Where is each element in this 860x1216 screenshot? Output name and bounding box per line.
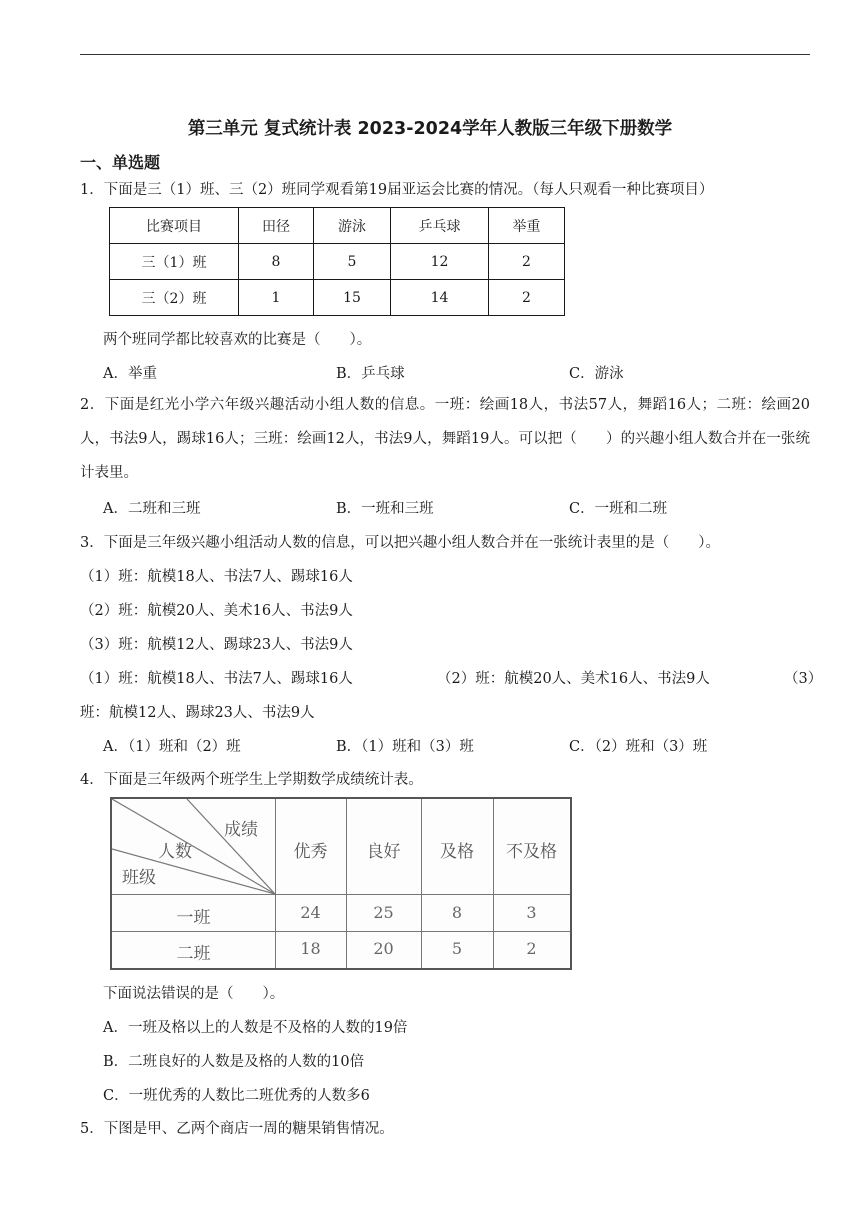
- table-cell: 2: [526, 939, 537, 958]
- q4-stem: 4．下面是三年级两个班学生上学期数学成绩统计表。: [80, 772, 423, 788]
- table-header-cell: 游泳: [314, 208, 391, 244]
- table-cell: 2: [489, 244, 565, 280]
- table-cell: 8: [239, 244, 314, 280]
- table-cell: 三（1）班: [110, 244, 239, 280]
- q3-combined-4: 班：航模12人、踢球23人、书法9人: [80, 705, 315, 721]
- corner-label-count: 人数: [158, 842, 192, 862]
- q3-line-2: （2）班：航模20人、美术16人、书法9人: [80, 603, 353, 619]
- table-cell: 24: [300, 903, 321, 922]
- q1-question: 两个班同学都比较喜欢的比赛是（ ）。: [103, 332, 372, 348]
- table-cell: 20: [373, 939, 394, 958]
- q1-option-b[interactable]: B．乒乓球: [336, 366, 405, 382]
- table-row-label: 二班: [176, 944, 211, 964]
- table-cell: 5: [314, 244, 391, 280]
- table-cell: 25: [373, 903, 394, 922]
- table-header-cell: 不及格: [506, 842, 557, 862]
- table-header-cell: 比赛项目: [110, 208, 239, 244]
- table-row: [110, 208, 565, 244]
- q2-option-a[interactable]: A．二班和三班: [103, 501, 201, 517]
- table-cell: 18: [300, 939, 321, 958]
- q1-stem: 1．下面是三（1）班、三（2）班同学观看第19届亚运会比赛的情况。（每人只观看一种比赛项目）: [80, 182, 714, 198]
- table-cell: 3: [526, 903, 537, 922]
- q1-option-a[interactable]: A．举重: [103, 366, 157, 382]
- q4-question: 下面说法错误的是（ ）。: [103, 986, 285, 1002]
- table-header-cell: 田径: [239, 208, 314, 244]
- corner-label-score: 成绩: [224, 820, 258, 840]
- q2-option-c[interactable]: C．一班和二班: [569, 501, 668, 517]
- table-cell: 三（2）班: [110, 280, 239, 316]
- q2-stem: 2．下面是红光小学六年级兴趣活动小组人数的信息。一班：绘画18人，书法57人，舞蹈16人；二班：绘画20人，书法9人，踢球16人；三班：绘画12人，书法9人，舞蹈19人。可以把（ ）的兴趣小组人数合并在一张统计表里。: [80, 397, 810, 481]
- table-cell: 14: [391, 280, 489, 316]
- table-cell: 1: [239, 280, 314, 316]
- table-row: [110, 244, 565, 280]
- q3-line-1: （1）班：航模18人、书法7人、踢球16人: [80, 569, 353, 585]
- q3-stem: 3．下面是三年级兴趣小组活动人数的信息，可以把兴趣小组人数合并在一张统计表里的是（ ）。: [80, 535, 720, 551]
- page-title: 第三单元 复式统计表 2023-2024学年人教版三年级下册数学: [187, 119, 673, 139]
- table-cell: 12: [391, 244, 489, 280]
- table-cell: 5: [451, 939, 463, 958]
- section-heading: 一、单选题: [80, 153, 161, 172]
- header-rule: [80, 54, 810, 55]
- q3-combined-3: （3）: [784, 671, 823, 687]
- table-cell: 8: [451, 903, 463, 922]
- table-cell: 2: [489, 280, 565, 316]
- q3-option-c[interactable]: C．（2）班和（3）班: [569, 739, 708, 755]
- table-cell: 15: [314, 280, 391, 316]
- q1-table: [109, 207, 565, 316]
- table-header-cell: 乒乓球: [391, 208, 489, 244]
- q5-stem: 5．下图是甲、乙两个商店一周的糖果销售情况。: [80, 1121, 394, 1137]
- q3-combined-2: （2）班：航模20人、美术16人、书法9人: [437, 671, 710, 687]
- table-header-cell: 及格: [440, 842, 474, 862]
- corner-label-class: 班级: [122, 868, 156, 888]
- q3-combined-1: （1）班：航模18人、书法7人、踢球16人: [80, 671, 353, 687]
- q4-option-b[interactable]: B．二班良好的人数是及格的人数的10倍: [103, 1054, 365, 1070]
- q3-line-3: （3）班：航模12人、踢球23人、书法9人: [80, 637, 353, 653]
- q4-option-c[interactable]: C．一班优秀的人数比二班优秀的人数多6: [103, 1088, 370, 1104]
- q1-option-c[interactable]: C．游泳: [569, 366, 624, 382]
- table-row: [110, 280, 565, 316]
- q2-option-b[interactable]: B．一班和三班: [336, 501, 434, 517]
- table-header-cell: 优秀: [293, 842, 328, 862]
- table-row-label: 一班: [176, 908, 211, 928]
- q4-table-image: [110, 797, 572, 970]
- q4-option-a[interactable]: A．一班及格以上的人数是不及格的人数的19倍: [103, 1020, 408, 1036]
- q3-option-a[interactable]: A．（1）班和（2）班: [103, 739, 241, 755]
- q3-option-b[interactable]: B．（1）班和（3）班: [336, 739, 474, 755]
- table-header-cell: 举重: [489, 208, 565, 244]
- table-header-cell: 良好: [366, 842, 401, 862]
